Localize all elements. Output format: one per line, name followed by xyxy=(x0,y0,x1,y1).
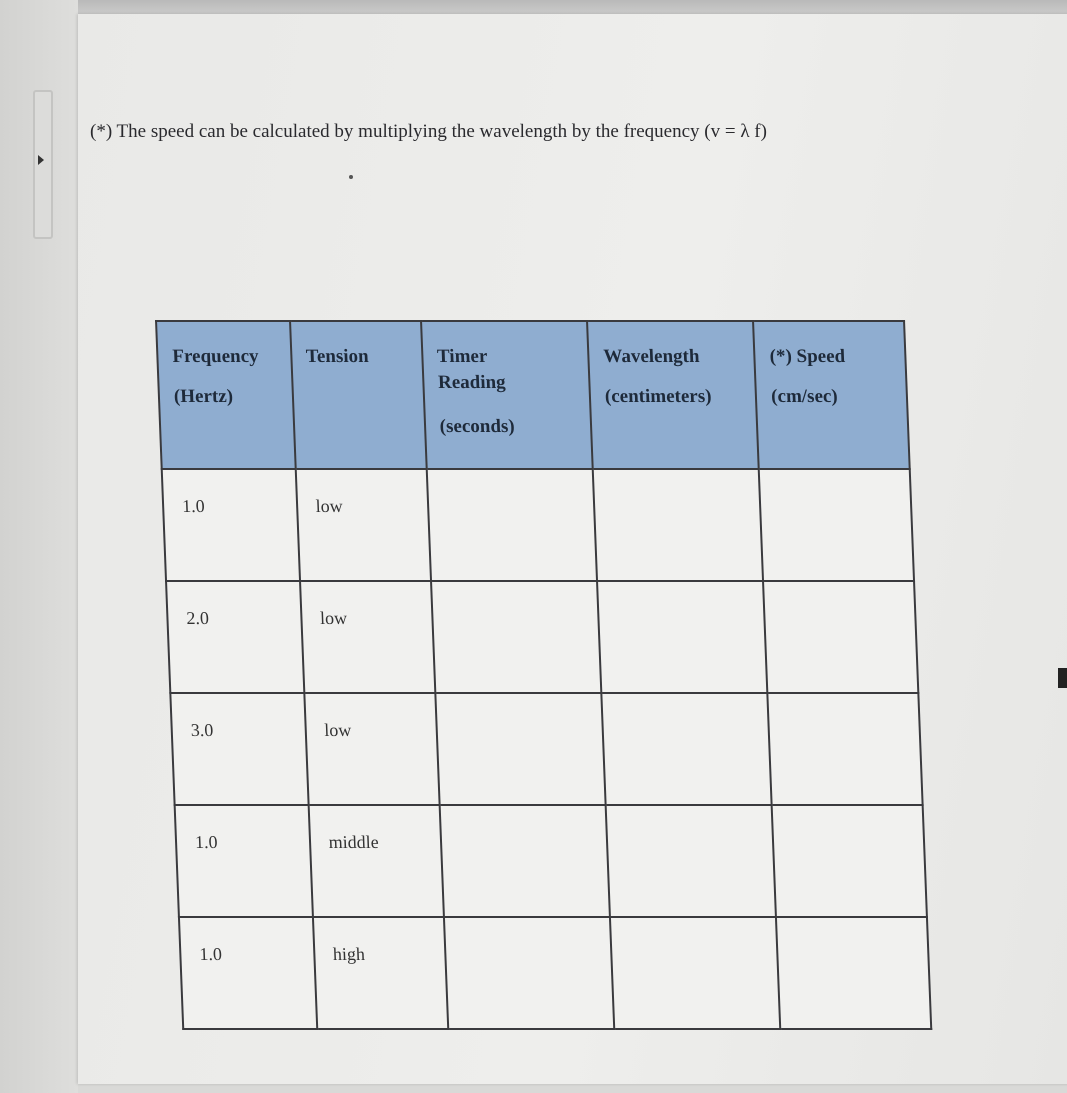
cell-speed[interactable] xyxy=(776,917,931,1029)
header-speed-unit: (cm/sec) xyxy=(770,386,839,407)
cell-frequency: 1.0 xyxy=(175,805,313,917)
cell-tension: low xyxy=(300,581,435,693)
cell-frequency: 1.0 xyxy=(179,917,317,1029)
cell-tension: low xyxy=(295,469,430,581)
header-speed-label: (*) Speed xyxy=(769,346,846,367)
header-wavelength-unit: (centimeters) xyxy=(604,386,712,407)
cell-speed[interactable] xyxy=(772,805,927,917)
header-timer-label: Timer Reading xyxy=(436,346,506,393)
header-tension-label: Tension xyxy=(305,346,370,367)
header-frequency-unit: (Hertz) xyxy=(173,386,234,407)
cell-wavelength[interactable] xyxy=(606,805,777,917)
cell-wavelength[interactable] xyxy=(593,469,764,581)
cell-tension: low xyxy=(304,693,439,805)
header-timer-unit: (seconds) xyxy=(439,416,516,437)
speck-mark xyxy=(349,175,353,179)
cell-wavelength[interactable] xyxy=(610,917,781,1029)
header-frequency xyxy=(156,321,295,469)
header-wavelength-label: Wavelength xyxy=(603,346,700,367)
cell-timer[interactable] xyxy=(439,805,610,917)
table-row xyxy=(166,581,918,693)
header-timer-reading xyxy=(421,321,593,469)
header-frequency-label: Frequency xyxy=(171,346,260,367)
speed-note: (*) The speed can be calculated by multiplying the wavelength by the frequency (v = λ f) xyxy=(90,121,767,142)
cell-timer[interactable] xyxy=(431,581,602,693)
cell-frequency: 1.0 xyxy=(162,469,300,581)
data-table xyxy=(155,320,932,1030)
cell-timer[interactable] xyxy=(426,469,597,581)
table-row xyxy=(179,917,931,1029)
cell-wavelength[interactable] xyxy=(597,581,768,693)
cell-tension: high xyxy=(312,917,447,1029)
cell-frequency: 3.0 xyxy=(170,693,308,805)
play-arrow-icon xyxy=(38,155,44,165)
header-tension xyxy=(290,321,427,469)
cell-speed[interactable] xyxy=(768,693,923,805)
cell-speed[interactable] xyxy=(759,469,914,581)
cell-wavelength[interactable] xyxy=(601,693,772,805)
cell-timer[interactable] xyxy=(435,693,606,805)
cell-speed[interactable] xyxy=(763,581,918,693)
header-wavelength xyxy=(587,321,759,469)
cell-tension: middle xyxy=(308,805,443,917)
cell-timer[interactable] xyxy=(444,917,615,1029)
cell-frequency: 2.0 xyxy=(166,581,304,693)
header-speed xyxy=(753,321,909,469)
page-edge-marker xyxy=(1058,668,1067,688)
table-row xyxy=(170,693,922,805)
table-header-row xyxy=(156,321,910,469)
table-row xyxy=(175,805,927,917)
table-row xyxy=(162,469,914,581)
